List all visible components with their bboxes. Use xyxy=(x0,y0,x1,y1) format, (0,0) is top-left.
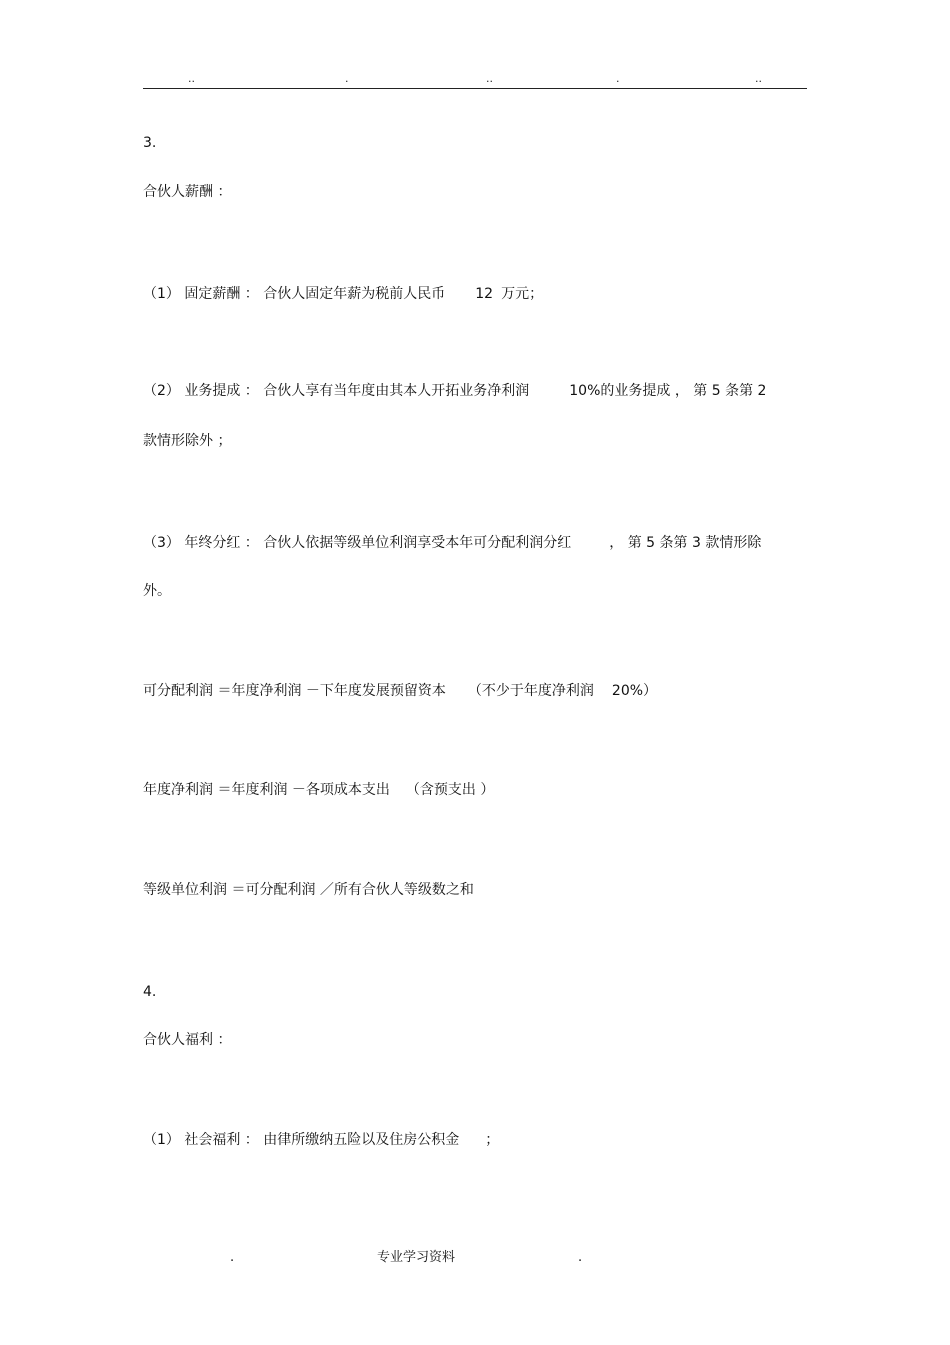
salary-item-3-continuation: 外。 xyxy=(143,583,171,599)
header-rule xyxy=(143,88,807,89)
formula-1-note: （不少于年度净利润 xyxy=(467,683,594,699)
salary-item-2-continuation: 款情形除外 ； xyxy=(143,433,232,449)
benefit-item-1-suffix: ； xyxy=(485,1132,500,1148)
salary-item-3-text: （3） 年终分红 ： 合伙人依据等级单位利润享受本年可分配利润分红 xyxy=(143,535,572,551)
header-dot: . xyxy=(616,72,620,85)
header-dot: .. xyxy=(755,72,762,85)
formula-distributable-profit xyxy=(143,682,657,700)
section-4-number: 4. xyxy=(143,984,157,1000)
formula-annual-net-profit xyxy=(143,781,494,799)
salary-item-2 xyxy=(143,382,766,400)
footer-dot: . xyxy=(578,1250,583,1265)
benefit-item-1 xyxy=(143,1131,499,1149)
formula-1-lhs: 可分配利润 ＝年度净利润 －下年度发展预留资本 xyxy=(143,683,446,699)
salary-item-1-amount: 12 xyxy=(475,286,494,302)
salary-item-3 xyxy=(143,534,761,552)
formula-1-pct: 20%） xyxy=(611,683,658,699)
formula-2-note: （含预支出 ） xyxy=(405,782,495,798)
header-dot: .. xyxy=(188,72,195,85)
section-4-title: 合伙人福利 ： xyxy=(143,1032,232,1048)
section-3-title: 合伙人薪酬 ： xyxy=(143,184,232,200)
footer-label: 专业学习资料 xyxy=(377,1250,456,1265)
salary-item-2-text: （2） 业务提成 ： 合伙人享有当年度由其本人开拓业务净利润 xyxy=(143,383,530,399)
salary-item-1 xyxy=(143,285,543,303)
salary-item-2-rate: 10%的业务提成 ， 第 5 条第 2 xyxy=(569,383,767,399)
header-dot: .. xyxy=(486,72,493,85)
formula-unit-profit: 等级单位利润 ＝可分配利润 ／所有合伙人等级数之和 xyxy=(143,882,474,898)
salary-item-1-text: （1） 固定薪酬 ： 合伙人固定年薪为税前人民币 xyxy=(143,286,446,302)
salary-item-1-unit: 万元； xyxy=(501,286,544,302)
salary-item-3-suffix: ， 第 5 条第 3 款情形除 xyxy=(609,535,762,551)
benefit-item-1-text: （1） 社会福利 ： 由律所缴纳五险以及住房公积金 xyxy=(143,1132,460,1148)
footer-dot: . xyxy=(230,1250,235,1265)
section-3-number: 3. xyxy=(143,135,157,151)
header-dot: . xyxy=(345,72,349,85)
formula-2-lhs: 年度净利润 ＝年度利润 －各项成本支出 xyxy=(143,782,390,798)
